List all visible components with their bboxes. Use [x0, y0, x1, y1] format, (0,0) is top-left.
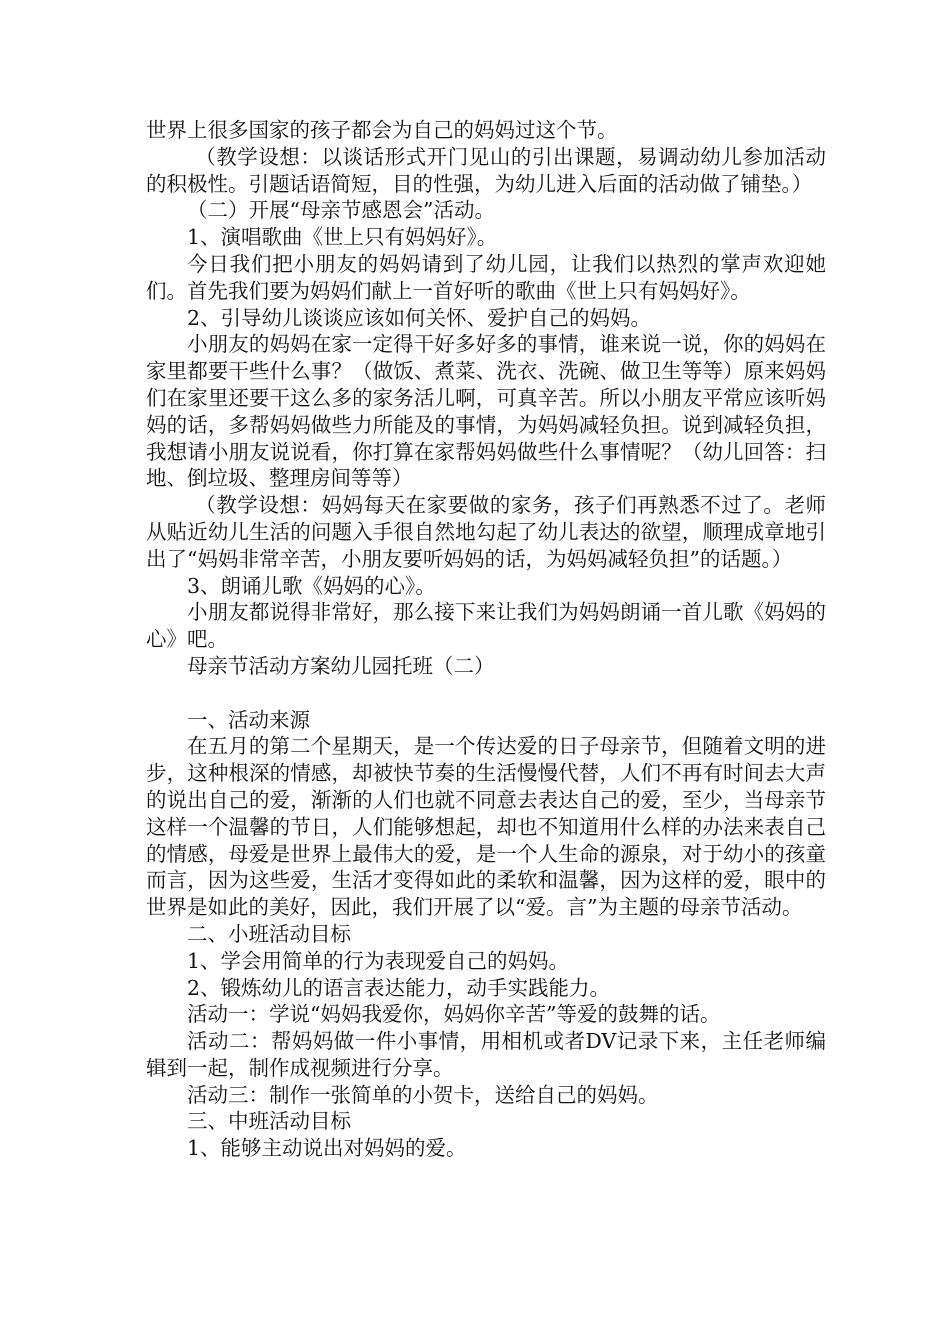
- goal-item: 1、学会用简单的行为表现爱自己的妈妈。: [187, 948, 570, 973]
- section-heading: 三、中班活动目标: [187, 1109, 351, 1134]
- document-body: [146, 117, 826, 1162]
- step-heading: 3、朗诵儿歌《妈妈的心》。: [187, 573, 436, 598]
- activity-item: 活动一：学说“妈妈我爱你，妈妈你辛苦”等爱的鼓舞的话。: [187, 1002, 721, 1027]
- step-heading: 1、演唱歌曲《世上只有妈妈好》。: [187, 225, 498, 250]
- goal-item: 1、能够主动说出对妈妈的爱。: [187, 1136, 467, 1161]
- goal-item: 2、锻炼幼儿的语言表达能力，动手实践能力。: [187, 975, 611, 1000]
- paragraph: 今日我们把小朋友的妈妈请到了幼儿园，让我们以热烈的掌声欢迎她们。首先我们要为妈妈们献上一首好听的歌曲《世上只有妈妈好》。: [146, 251, 826, 303]
- document-subtitle: 母亲节活动方案幼儿园托班（二）: [187, 653, 495, 678]
- paragraph: 小朋友的妈妈在家一定得干好多好多的事情，谁来说一说，你的妈妈在家里都要干些什么事？（做饭、煮菜、洗衣、洗碗、做卫生等等）原来妈妈们在家里还要干这么多的家务活儿啊，可真辛苦。所以小朋友平常应该听妈妈的话，多帮妈妈做些力所能及的事情，为妈妈减轻负担。说到减轻负担，我想请小朋友说说看，你打算在家帮妈妈做些什么事情呢？（幼儿回答：扫地、倒垃圾、整理房间等等）: [146, 332, 826, 491]
- section-heading: 二、小班活动目标: [187, 921, 351, 946]
- section-heading: 一、活动来源: [187, 707, 310, 732]
- activity-item: 活动三：制作一张简单的小贺卡，送给自己的妈妈。: [187, 1082, 659, 1107]
- section-heading: （二）开展“母亲节感恩会”活动。: [187, 198, 495, 223]
- paragraph: 世界上很多国家的孩子都会为自己的妈妈过这个节。: [146, 118, 618, 142]
- blank-line: [146, 680, 826, 707]
- paragraph: 小朋友都说得非常好，那么接下来让我们为妈妈朗诵一首儿歌《妈妈的心》吧。: [146, 600, 826, 652]
- teaching-note-paragraph: （教学设想：妈妈每天在家要做的家务，孩子们再熟悉不过了。老师从贴近幼儿生活的问题入手很自然地勾起了幼儿表达的欲望，顺理成章地引出了“妈妈非常辛苦，小朋友要听妈妈的话，为妈妈减轻负担”的话题。）: [146, 493, 826, 571]
- paragraph: 在五月的第二个星期天，是一个传达爱的日子母亲节，但随着文明的进步，这种根深的情感，却被快节奏的生活慢慢代替，人们不再有时间去大声的说出自己的爱，渐渐的人们也就不同意去表达自己的爱，至少，当母亲节这样一个温馨的节日，人们能够想起，却也不知道用什么样的办法来表自己的情感，母爱是世界上最伟大的爱，是一个人生命的源泉，对于幼小的孩童而言，因为这些爱，生活才变得如此的柔软和温馨，因为这样的爱，眼中的世界是如此的美好，因此，我们开展了以“爱。言”为主题的母亲节活动。: [146, 734, 826, 920]
- step-heading: 2、引导幼儿谈谈应该如何关怀、爱护自己的妈妈。: [187, 305, 652, 330]
- activity-item: 活动二：帮妈妈做一件小事情，用相机或者DV记录下来，主任老师编辑到一起，制作成视频进行分享。: [146, 1029, 826, 1080]
- teaching-note-paragraph: （教学设想：以谈话形式开门见山的引出课题，易调动幼儿参加活动的积极性。引题话语简短，目的性强，为幼儿进入后面的活动做了铺垫。）: [146, 144, 826, 196]
